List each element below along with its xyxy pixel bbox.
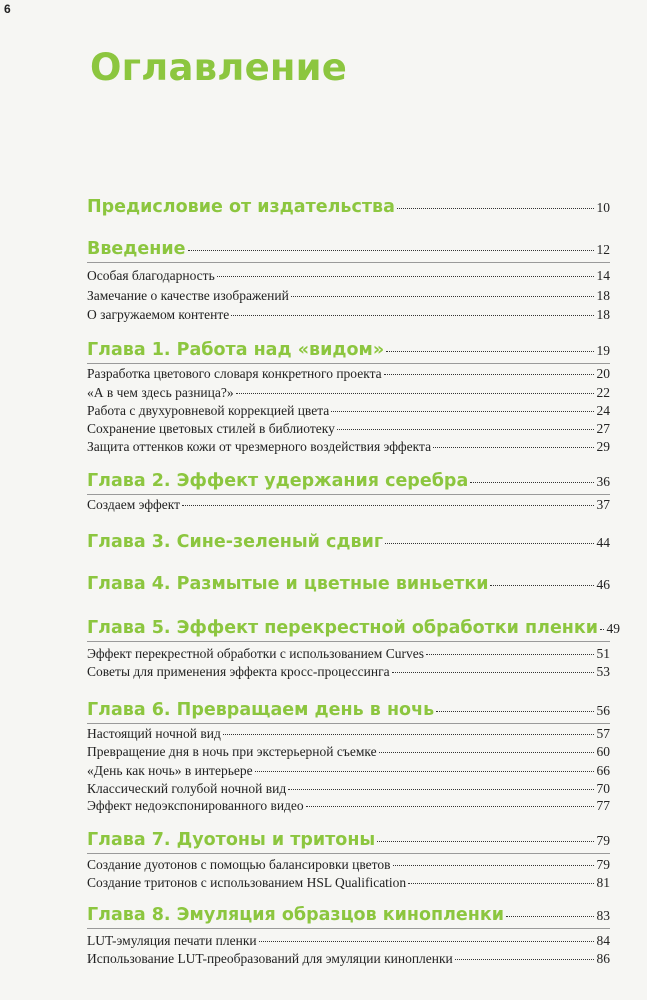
toc-section [87, 439, 610, 455]
section-page-number: 77 [596, 798, 610, 813]
toc-chapter [87, 574, 610, 594]
section-page-number: 86 [596, 951, 610, 966]
toc-section [87, 781, 610, 797]
toc-chapter [87, 905, 610, 925]
dot-leader [291, 296, 594, 297]
toc-section [87, 403, 610, 419]
toc-section [87, 726, 610, 742]
chapter-title: Глава 2. Эффект удержания серебра [87, 471, 469, 491]
section-page-number: 51 [596, 646, 610, 661]
toc-section [87, 951, 610, 967]
toc-chapter [87, 239, 610, 259]
section-title: Эффект недоэкспонированного видео [87, 798, 304, 813]
page-title: Оглавление [90, 46, 348, 89]
toc-section [87, 664, 610, 680]
section-page-number: 20 [596, 366, 610, 381]
dot-leader [337, 429, 594, 430]
chapter-title: Глава 5. Эффект перекрестной обработки пленки [87, 618, 599, 638]
section-title: Настоящий ночной вид [87, 726, 221, 741]
section-title: Превращение дня в ночь при экстерьерной съемке [87, 744, 377, 759]
chapter-page-number: 36 [596, 474, 610, 489]
toc-section [87, 744, 610, 760]
toc-section [87, 421, 610, 437]
dot-leader [408, 883, 594, 884]
section-page-number: 22 [596, 385, 610, 400]
dot-leader [436, 711, 594, 712]
toc-chapter [87, 471, 610, 491]
dot-leader [236, 393, 594, 394]
dot-leader [379, 752, 594, 753]
chapter-divider [87, 723, 610, 724]
section-title: О загружаемом контенте [87, 307, 230, 322]
section-title: Создаем эффект [87, 497, 181, 512]
dot-leader [392, 672, 594, 673]
dot-leader [331, 411, 594, 412]
section-page-number: 37 [596, 497, 610, 512]
dot-leader [377, 841, 594, 842]
dot-leader [426, 654, 594, 655]
section-title: «День как ночь» в интерьере [87, 763, 253, 778]
toc-section [87, 288, 610, 304]
section-title: LUT-эмуляция печати пленки [87, 933, 257, 948]
toc-section [87, 763, 610, 779]
chapter-title: Глава 1. Работа над «видом» [87, 340, 385, 360]
dot-leader [386, 351, 594, 352]
section-page-number: 27 [596, 421, 610, 436]
toc-chapter [87, 532, 610, 552]
chapter-title: Введение [87, 239, 186, 259]
section-title: Советы для применения эффекта кросс-процессинга [87, 664, 390, 679]
dot-leader [306, 806, 594, 807]
toc-section [87, 933, 610, 949]
section-title: Особая благодарность [87, 268, 215, 283]
dot-leader [385, 543, 594, 544]
dot-leader [384, 374, 594, 375]
chapter-title: Глава 7. Дуотоны и тритоны [87, 830, 376, 850]
section-page-number: 66 [596, 763, 610, 778]
toc-section [87, 307, 610, 323]
section-page-number: 14 [596, 268, 610, 283]
toc-section [87, 385, 610, 401]
section-page-number: 29 [596, 439, 610, 454]
toc-section [87, 366, 610, 382]
toc-chapter [87, 830, 610, 850]
toc-section [87, 798, 610, 814]
dot-leader [393, 865, 595, 866]
dot-leader [223, 734, 594, 735]
dot-leader [259, 941, 594, 942]
section-title: Создание тритонов с использованием HSL Qualification [87, 875, 407, 890]
dot-leader [455, 959, 594, 960]
chapter-page-number: 19 [596, 343, 610, 358]
section-page-number: 57 [596, 726, 610, 741]
section-title: Классический голубой ночной вид [87, 781, 287, 796]
section-title: Эффект перекрестной обработки с использованием Curves [87, 646, 424, 661]
chapter-page-number: 56 [596, 703, 610, 718]
toc-section [87, 875, 610, 891]
chapter-page-number: 83 [596, 908, 610, 923]
section-title: Разработка цветового словаря конкретного проекта [87, 366, 382, 381]
chapter-title: Глава 3. Сине-зеленый сдвиг [87, 532, 383, 552]
toc-section [87, 497, 610, 513]
chapter-divider [87, 363, 610, 364]
toc-section [87, 268, 610, 284]
section-title: Работа с двухуровневой коррекцией цвета [87, 403, 330, 418]
page-number: 6 [4, 2, 11, 16]
chapter-title: Глава 4. Размытые и цветные виньетки [87, 574, 489, 594]
toc-chapter [87, 340, 610, 360]
chapter-title: Глава 8. Эмуляция образцов кинопленки [87, 905, 505, 925]
section-title: Использование LUT-преобразований для эмуляции кинопленки [87, 951, 453, 966]
dot-leader [506, 916, 594, 917]
section-title: Сохранение цветовых стилей в библиотеку [87, 421, 335, 436]
chapter-page-number: 49 [606, 621, 621, 636]
chapter-divider [87, 928, 610, 929]
chapter-divider [87, 494, 610, 495]
section-page-number: 84 [596, 933, 610, 948]
dot-leader [288, 789, 594, 790]
chapter-title: Глава 6. Превращаем день в ночь [87, 700, 435, 720]
section-title: Замечание о качестве изображений [87, 288, 289, 303]
toc-chapter [87, 618, 621, 638]
chapter-page-number: 44 [596, 535, 610, 550]
section-title: «А в чем здесь разница?» [87, 385, 234, 400]
dot-leader [600, 629, 604, 630]
chapter-page-number: 46 [596, 577, 610, 592]
section-title: Создание дуотонов с помощью балансировки цветов [87, 857, 391, 872]
section-page-number: 24 [596, 403, 610, 418]
dot-leader [217, 276, 594, 277]
dot-leader [188, 250, 594, 251]
section-page-number: 79 [596, 857, 610, 872]
toc-chapter [87, 700, 610, 720]
section-page-number: 53 [596, 664, 610, 679]
section-page-number: 81 [596, 875, 610, 890]
chapter-divider [87, 641, 610, 642]
dot-leader [490, 585, 594, 586]
chapter-page-number: 12 [596, 242, 610, 257]
chapter-page-number: 79 [596, 833, 610, 848]
section-title: Защита оттенков кожи от чрезмерного воздействия эффекта [87, 439, 432, 454]
section-page-number: 60 [596, 744, 610, 759]
toc-section [87, 646, 610, 662]
dot-leader [433, 447, 594, 448]
chapter-title: Предисловие от издательства [87, 197, 395, 217]
dot-leader [231, 315, 594, 316]
section-page-number: 70 [596, 781, 610, 796]
dot-leader [182, 505, 594, 506]
dot-leader [397, 208, 594, 209]
toc-section [87, 857, 610, 873]
dot-leader [255, 771, 594, 772]
section-page-number: 18 [596, 288, 610, 303]
dot-leader [470, 482, 594, 483]
section-page-number: 18 [596, 307, 610, 322]
chapter-divider [87, 853, 610, 854]
chapter-page-number: 10 [596, 200, 610, 215]
chapter-divider [87, 262, 610, 263]
toc-chapter [87, 197, 610, 217]
